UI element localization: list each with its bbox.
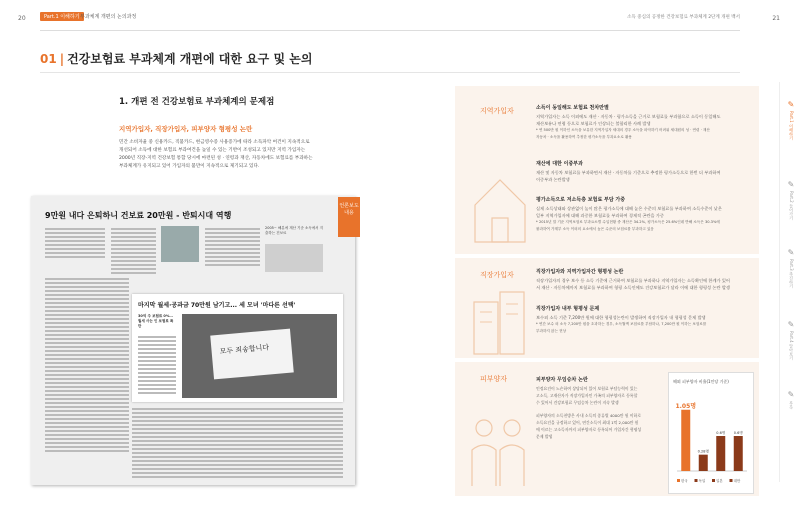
chart-bar (681, 410, 690, 471)
section-subheading: 지역가입자, 직장가입자, 피부양자 형평성 논란 (119, 125, 253, 133)
text-column (111, 226, 156, 276)
breadcrumb: 부과체계 개편의 논의과정 (80, 14, 137, 20)
family-icon (466, 410, 530, 490)
chart-title: 해외 피부양자 비율(1인당 기준) (673, 379, 729, 384)
infographic (265, 244, 323, 272)
side-tab[interactable] (780, 180, 802, 220)
chart-value-label: 0.28명 (697, 449, 709, 454)
chart-value-label: 0.6명 (733, 431, 743, 435)
left-page-number: 20 (18, 15, 26, 22)
text-line: 소득요건을 규정하고 있어, 연간소득이 최대 1억 2,000만 원 (536, 420, 639, 425)
side-tab[interactable] (780, 390, 802, 409)
legend-label: 대만 (733, 479, 741, 483)
item-heading: 직장가입자와 지역가입자간 형평성 논란 (536, 269, 624, 275)
title-rule (40, 72, 740, 73)
text-line: 부과하지 않는 현상 (536, 329, 567, 333)
item-text (536, 205, 754, 233)
chapter-icon: ✎ (787, 180, 795, 189)
text-line: 수 있어서 건강보험료 무임승차 논란이 지속 발생 (536, 400, 619, 405)
legend-label: 독일 (698, 479, 706, 483)
side-tab-label: 부록 (789, 401, 794, 409)
text-line: * 연간 보수 외 소득 7,200만 원을 초과하는 경우, 소득월액 보험료를 부담하나, 7,200만 원 이하는 보험료를 (536, 322, 707, 326)
chart-bar (699, 455, 708, 471)
item-text (536, 169, 754, 183)
text-line: * 2015년 말 기준 지역보험료 부과요소별 수입현황 중 재산은 34.2%, 평가소득은 25.6%인데 반해 소득은 30.3%에 (536, 220, 720, 224)
text-line: 직장가입자의 경우 보수 등 소득 기준에 근거하여 보험료를 부과하나 지역가입자는 소득확인에 한계가 있어 (536, 278, 730, 283)
text-line: 고소득, 고재산자가 직장가입자인 가족의 피부양자로 등록할 (536, 393, 638, 398)
inner-clipping (132, 294, 343, 402)
text-line: 보수외 소득 기준 7,200만 원에 대한 형평성논란이 발생하여 직장가입자 내 형평성 문제 발생 (536, 315, 706, 320)
group-label-regional: 지역가입자 (480, 107, 514, 115)
body-line: 민간 소비자율 중 신용카드, 직불카드, 현금영수증 사용증가에 따라 소득파악 여건이 지속적으로 (119, 140, 310, 145)
item-heading: 직장가입자 내부 형평성 문제 (536, 306, 600, 312)
newspaper-photo (161, 226, 199, 262)
legend-swatch (695, 479, 698, 482)
text-line: 재산 및 자동차 보험료를 부과하면서 재산 · 자동차를 기준으로 추정한 평가소득으로 한번 더 부과하여 (536, 170, 721, 175)
text-line: 지역가입자는 소득 이외에도 재산 · 자동차 · 평가소득을 근거로 보험료를 부과함으로 소득이 동일해도 (536, 114, 721, 119)
item-text (536, 385, 666, 440)
building-icon (468, 288, 530, 356)
press-tag: 언론보도 내용 (338, 197, 360, 237)
text-line: * 연 500만 원 이하인 소득을 보유한 지역가입자 세대의 경우 소득을 파악하기 어려워 세대원의 성 · 연령 · 재산 (536, 128, 710, 132)
text-column (138, 334, 176, 396)
right-page-number: 21 (772, 15, 780, 22)
chapter-icon: ✎ (787, 320, 795, 329)
side-tab[interactable] (780, 248, 802, 288)
text-line: 인정요건이 느슨하여 상당되어 있어 보험료 부담능력이 있는 (536, 386, 638, 391)
side-headline: 2005~ 해분에 재산 기준 소득에서 지출하는 건보료 (265, 226, 323, 235)
body-line: 개선되어 소득에 대한 보험료 부과여건을 높일 수 있는 기반이 조성되고 있지만 지역 가입자는 (119, 148, 306, 153)
legend-label: 일본 (716, 479, 723, 483)
section-body (119, 139, 436, 171)
right-header-title: 소득 중심의 공정한 건강보험료 부과체계 2단계 개편 백서 (627, 15, 740, 20)
house-icon (470, 170, 530, 245)
side-tab[interactable] (780, 320, 802, 360)
chapter-icon: ✎ (787, 248, 795, 257)
chart-value-label: 1.05명 (675, 402, 697, 410)
side-tab-label: Part.2 들어가기 (789, 191, 794, 220)
envelope (210, 329, 294, 380)
text-columns-bottom (132, 406, 343, 480)
body-line: 부과체계가 유지되고 있어 가입자의 불만이 지속적으로 제기되고 있다. (119, 164, 260, 169)
side-tab-label: Part.4 알아보기 (789, 331, 794, 360)
text-line: 재산보유나 연령 등으로 보험료가 인상되는 불합리한 사례 발생 (536, 121, 651, 126)
caption-headline: 마지막 월세·공과금 70만원 남기고... 세 모녀 '마다른 선택' (138, 302, 296, 309)
text-line: 불과하여 가계부 소득 이외의 요소에서 높은 수준의 보험료를 부과하고 있음 (536, 227, 654, 231)
chapter-icon: ✎ (787, 390, 795, 399)
part-badge: Part.1 이해하기 (40, 12, 84, 21)
body-line: 2000년 직장-지역 건강보험 통합 당시에 마련된 성 · 연령과 재산, 자동차에도 보험료를 부과하는 (119, 156, 313, 161)
legend-swatch (730, 479, 733, 482)
chart-bar (734, 436, 743, 471)
text-line: 일부 지역가입자에 대해 과중한 보험료를 부과하여 경제적 곤란을 가중 (536, 213, 664, 218)
chapter-icon: ✎ (787, 100, 795, 109)
chapter-title-text: 건강보험료 부과체계 개편에 대한 요구 및 논의 (67, 52, 313, 66)
envelope-note: 모두 죄송합니다 (219, 343, 270, 356)
item-text (536, 314, 754, 335)
chapter-title (40, 50, 312, 67)
text-line: 실제 소득상태와 상관없이 높이 많은 평가소득에 대해 높은 수준의 보험료를 부과하여 소득수준이 낮은 (536, 206, 722, 211)
newspaper-clipping (31, 196, 355, 485)
text-line: 이중부과 논란발생 (536, 177, 570, 182)
side-tab-label: Part.1 이해하기 (789, 111, 794, 140)
item-heading: 소득이 동일해도 보험료 천차만별 (536, 105, 609, 111)
inner-subheading: 30억 주 보험료 0%… 월세 사는 인 보험료 폭탄 (138, 314, 174, 328)
item-heading: 재산에 대한 이중부과 (536, 161, 583, 167)
legend-swatch (712, 479, 715, 482)
chart-bar (716, 436, 725, 471)
chart-value-label: 0.6명 (716, 431, 726, 435)
chart-plot (669, 387, 753, 493)
newspaper-headline: 9만원 내다 은퇴하니 건보료 20만원 - 반퇴시대 역행 (45, 211, 232, 220)
item-text (536, 277, 754, 291)
item-text (536, 113, 754, 141)
title-separator: | (59, 52, 65, 66)
dependent-ratio-chart (668, 372, 754, 494)
header-rule (40, 30, 740, 31)
text-column (45, 226, 105, 260)
text-column (45, 276, 129, 454)
side-tab-label: Part.3 추진하기 (789, 259, 794, 288)
chapter-number: 01 (40, 52, 57, 66)
section-heading: 1. 개편 전 건강보험료 부과체계의 문제점 (119, 97, 275, 107)
text-line: 피부양자의 소득천방은 사내 소득의 종류별 4000만 원 이하로 (536, 413, 641, 418)
text-line: 문제 발생 (536, 434, 553, 439)
text-line: 자동차 · 소득을 활용하여 추정한 평가소득을 부과요소로 활용 (536, 135, 632, 139)
text-column (205, 226, 260, 268)
envelope-photo (182, 314, 337, 398)
legend-label: 한국 (681, 479, 688, 483)
legend-swatch (677, 479, 680, 482)
side-tab[interactable] (780, 100, 802, 140)
group-label-dependent: 피부양자 (480, 375, 508, 383)
item-heading: 피부양자 무임승차 논란 (536, 377, 588, 383)
group-label-workplace: 직장가입자 (480, 271, 514, 279)
text-line: 서 재산 · 자동차에까지 보험료를 부과하여 형평 소득인에도 건강보험료가 달라 이에 대한 형평성 논란 발생 (536, 285, 730, 290)
item-heading: 평가소득으로 저소득층 보험료 부담 가중 (536, 197, 626, 203)
text-line: 에 이르는 고소득자까지 피부양자로 등록되어 가입자간 형평성 (536, 427, 642, 432)
